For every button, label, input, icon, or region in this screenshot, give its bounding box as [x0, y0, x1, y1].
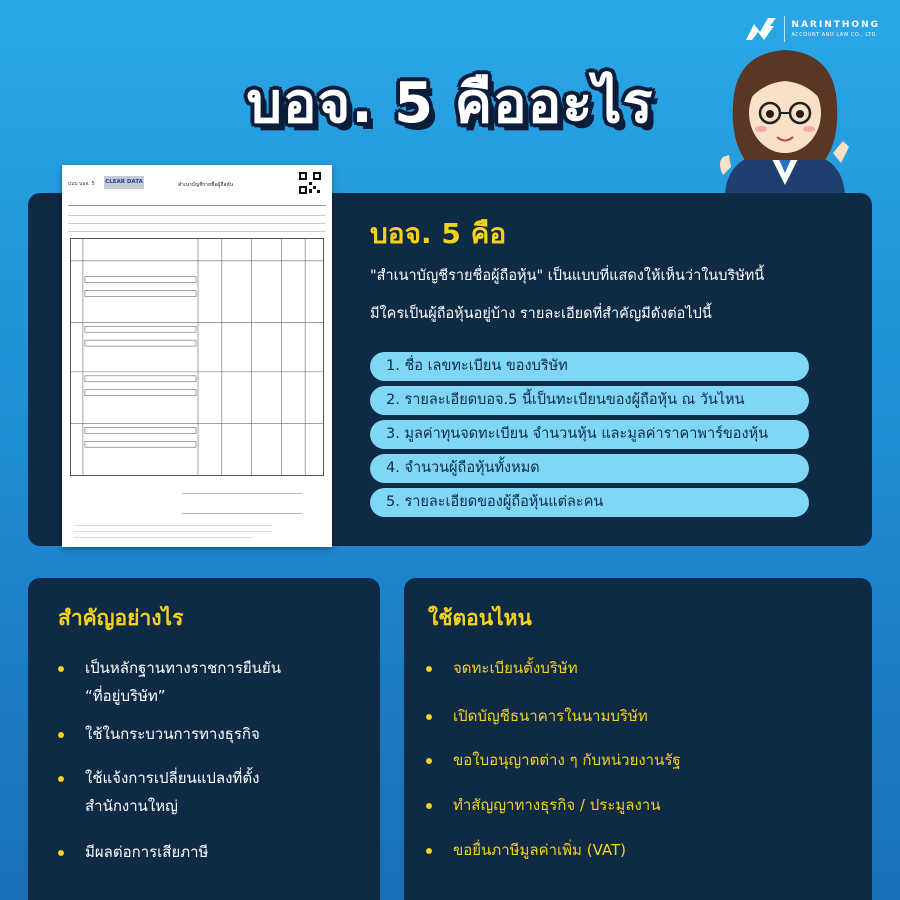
brand-subtitle: ACCOUNT AND LAW CO., LTD.: [791, 31, 878, 38]
form-line: [68, 231, 326, 232]
bullet-dot-icon: [58, 666, 64, 672]
form-number: แบบ บอจ. 5: [68, 181, 95, 187]
form-line: [74, 531, 272, 532]
definition-title: บอจ. 5 คือ: [370, 217, 507, 250]
importance-item-line-1: เป็นหลักฐานทางราชการยืนยัน: [85, 659, 281, 677]
usage-item: [426, 836, 626, 864]
qr-code-icon: [298, 171, 322, 195]
importance-item-line-1: ใช้ในกระบวนการทางธุรกิจ: [85, 725, 260, 743]
importance-item: [58, 654, 281, 710]
importance-item-line-2: “ที่อยู่บริษัท”: [85, 687, 166, 705]
shareholder-table-image: [70, 238, 324, 476]
bullet-dot-icon: [426, 714, 432, 720]
importance-item: [58, 764, 259, 820]
clear-data-button: CLEAR DATA: [104, 176, 144, 189]
importance-item-line-2: สำนักงานใหญ่: [85, 797, 178, 815]
form-line: [68, 223, 326, 224]
importance-item: [58, 720, 260, 748]
mascot-woman-icon: [715, 45, 855, 195]
usage-item: [426, 746, 681, 774]
definition-text-line-1: "สำเนาบัญชีรายชื่อผู้ถือหุ้น" เป็นแบบที่แสดงให้เห็นว่าในบริษัทนี้: [370, 268, 765, 284]
narinthong-logo-icon: [744, 16, 778, 42]
form-header: [68, 171, 326, 197]
form-line: [182, 493, 302, 494]
importance-item-line-1: ใช้แจ้งการเปลี่ยนแปลงที่ตั้ง: [85, 769, 260, 787]
bullet-dot-icon: [426, 848, 432, 854]
usage-item: [426, 702, 648, 730]
usage-item: [426, 654, 578, 682]
definition-text-line-2: มีใครเป็นผู้ถือหุ้นอยู่บ้าง รายละเอียดที่สำคัญมีดังต่อไปนี้: [370, 306, 712, 322]
importance-title: สำคัญอย่างไร: [58, 606, 184, 630]
bullet-dot-icon: [426, 758, 432, 764]
importance-item: [58, 838, 208, 866]
detail-pill: 4. จำนวนผู้ถือหุ้นทั้งหมด: [370, 454, 809, 483]
usage-item-text: เปิดบัญชีธนาคารในนามบริษัท: [453, 707, 648, 725]
usage-item: [426, 791, 660, 819]
brand-divider: [784, 16, 785, 42]
usage-title: ใช้ตอนไหน: [428, 606, 532, 630]
usage-item-text: จดทะเบียนตั้งบริษัท: [453, 659, 578, 677]
brand-text: [791, 21, 880, 38]
detail-pill: 3. มูลค่าทุนจดทะเบียน จำนวนหุ้น และมูลค่าราคาพาร์ของหุ้น: [370, 420, 809, 449]
usage-item-text: ขอยื่นภาษีมูลค่าเพิ่ม (VAT): [453, 841, 626, 859]
form-line: [68, 215, 326, 216]
boj5-form-image: [62, 165, 332, 547]
bullet-dot-icon: [58, 776, 64, 782]
importance-item-line-1: มีผลต่อการเสียภาษี: [85, 843, 209, 861]
usage-item-text: ขอใบอนุญาตต่าง ๆ กับหน่วยงานรัฐ: [453, 751, 681, 769]
usage-item-text: ทำสัญญาทางธุรกิจ / ประมูลงาน: [453, 796, 661, 814]
bullet-dot-icon: [426, 803, 432, 809]
bullet-dot-icon: [58, 850, 64, 856]
page-title: บอจ. 5 คืออะไร: [246, 71, 654, 136]
form-line: [74, 537, 252, 538]
detail-pill: 2. รายละเอียดบอจ.5 นี้เป็นทะเบียนของผู้ถือหุ้น ณ วันไหน: [370, 386, 809, 415]
detail-pill: 5. รายละเอียดของผู้ถือหุ้นแต่ละคน: [370, 488, 809, 517]
brand-logo-area: [744, 16, 880, 42]
bullet-dot-icon: [58, 732, 64, 738]
detail-pill: 1. ชื่อ เลขทะเบียน ของบริษัท: [370, 352, 809, 381]
form-heading: สำเนาบัญชีรายชื่อผู้ถือหุ้น: [178, 182, 234, 188]
form-line: [74, 525, 272, 526]
form-line: [182, 513, 302, 514]
form-line: [68, 205, 326, 206]
bullet-dot-icon: [426, 666, 432, 672]
brand-name: NARINTHONG: [791, 19, 880, 30]
